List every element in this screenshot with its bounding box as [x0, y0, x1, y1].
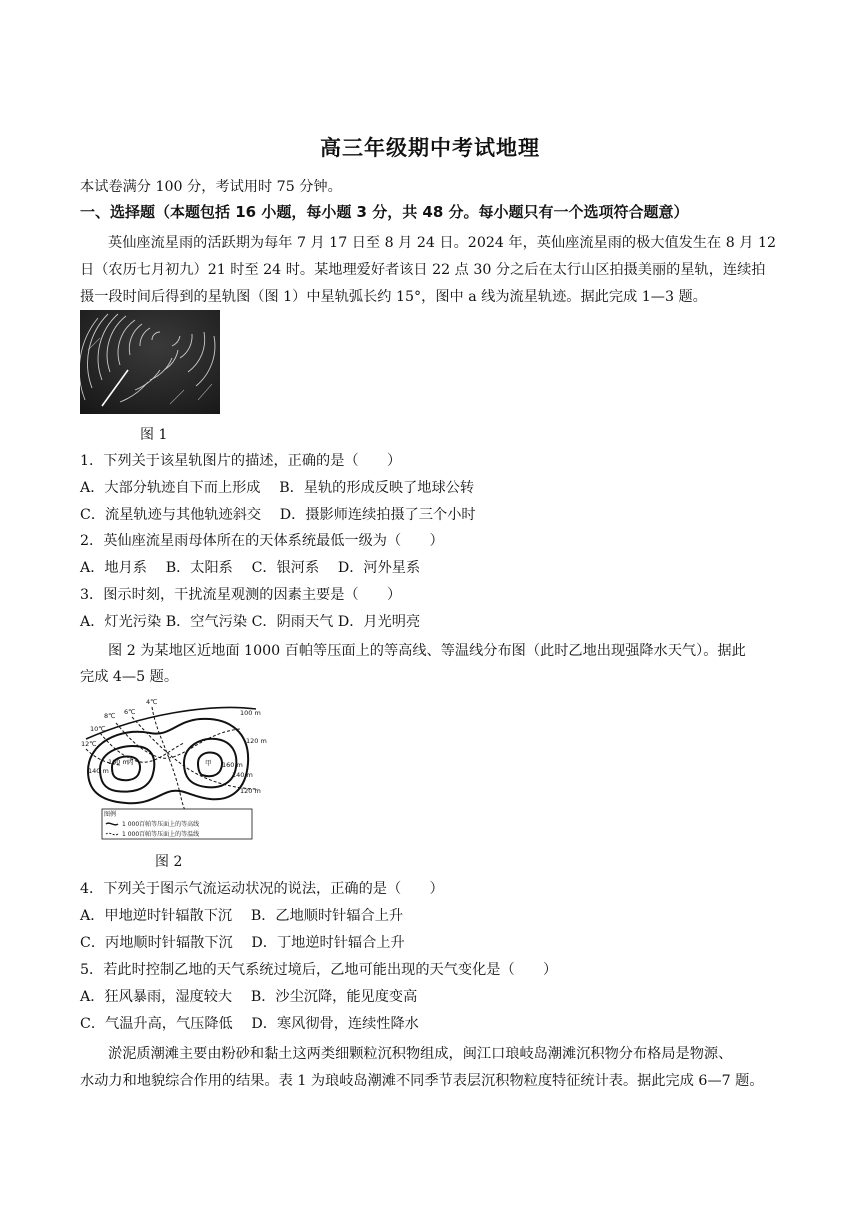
q4-options-ab: A．甲地逆时针辐散下沉 B．乙地顺时针辐合上升 [80, 908, 404, 924]
label-160m-right: 160 m [222, 761, 243, 769]
legend-isoheight: 1 000百帕等压面上的等高线 [122, 821, 200, 828]
legend-title: 图例 [104, 811, 117, 818]
contour-map [80, 693, 270, 843]
q5-options-cd: C．气温升高，气压降低 D．寒风彻骨，连续性降水 [80, 1016, 419, 1032]
label-6c: 6℃ [124, 708, 136, 716]
label-120m-top: 120 m [246, 737, 267, 745]
q5-options-ab: A．狂风暴雨，湿度较大 B．沙尘沉降，能见度变高 [80, 989, 418, 1005]
label-12c: 12℃ [81, 740, 97, 748]
q3-options: A．灯光污染 B．空气污染 C．阴雨天气 D．月光明亮 [80, 614, 421, 630]
passage3-line2: 水动力和地貌综合作用的结果。表 1 为琅岐岛潮滩不同季节表层沉积物粒度特征统计表。据此完成 6—7 题。 [80, 1073, 764, 1089]
label-100m: 100 m [240, 709, 261, 717]
q4-options-cd: C．丙地顺时针辐散下沉 D．丁地逆时针辐合上升 [80, 935, 405, 951]
label-160m-left: 160 m [108, 758, 129, 766]
section-heading: 一、选择题（本题包括 16 小题，每小题 3 分，共 48 分。每小题只有一个选项符合题意） [80, 203, 689, 221]
label-8c: 8℃ [104, 712, 116, 720]
q4-stem: 4．下列关于图示气流运动状况的说法，正确的是（ ） [80, 881, 444, 897]
q1-options-ab: A．大部分轨迹自下而上形成 B．星轨的形成反映了地球公转 [80, 480, 475, 496]
q3-stem: 3．图示时刻，干扰流星观测的因素主要是（ ） [80, 587, 402, 603]
label-4c: 4℃ [146, 698, 158, 706]
fig2-legend [102, 809, 252, 839]
place-jia: 甲 [205, 759, 212, 767]
star-trail-photo [80, 310, 220, 414]
passage2-line1: 图 2 为某地区近地面 1000 百帕等压面上的等高线、等温线分布图（此时乙地出现强降水天气）。据此 [108, 643, 746, 659]
fig1-caption: 图 1 [140, 427, 168, 443]
legend-isotherm: 1 000百帕等压面上的等温线 [122, 831, 200, 838]
passage2-line2: 完成 4—5 题。 [80, 669, 179, 685]
passage1-line2: 日（农历七月初九）21 时至 24 时。某地理爱好者该日 22 点 30 分之后在太行山区拍摄美丽的星轨，连续拍 [80, 262, 766, 278]
label-120m-bottom: 120 m [240, 787, 261, 795]
q2-stem: 2．英仙座流星雨母体所在的天体系统最低一级为（ ） [80, 533, 444, 549]
fig2-caption: 图 2 [155, 854, 183, 870]
q1-options-cd: C．流星轨迹与其他轨迹斜交 D．摄影师连续拍摄了三个小时 [80, 507, 476, 523]
page-title: 高三年级期中考试地理 [320, 136, 540, 160]
label-140m-right: 140 m [232, 771, 253, 779]
label-10c: 10℃ [90, 725, 106, 733]
exam-intro: 本试卷满分 100 分，考试用时 75 分钟。 [80, 179, 342, 195]
passage1-line3: 摄一段时间后得到的星轨图（图 1）中星轨弧长约 15°，图中 a 线为流星轨迹。据此完成 1—3 题。 [80, 289, 707, 305]
q2-options: A．地月系 B．太阳系 C．银河系 D．河外星系 [80, 560, 421, 576]
passage3-line1: 淤泥质潮滩主要由粉砂和黏土这两类细颗粒沉积物组成，闽江口琅岐岛潮滩沉积物分布格局是物源、 [108, 1046, 733, 1062]
passage1-line1: 英仙座流星雨的活跃期为每年 7 月 17 日至 8 月 24 日。2024 年，英仙座流星雨的极大值发生在 8 月 12 [108, 235, 777, 251]
place-bing: 丙 [127, 758, 134, 766]
q1-stem: 1．下列关于该星轨图片的描述，正确的是（ ） [80, 453, 402, 469]
label-140m-left: 140 m [88, 767, 109, 775]
q5-stem: 5．若此时控制乙地的天气系统过境后，乙地可能出现的天气变化是（ ） [80, 962, 558, 978]
